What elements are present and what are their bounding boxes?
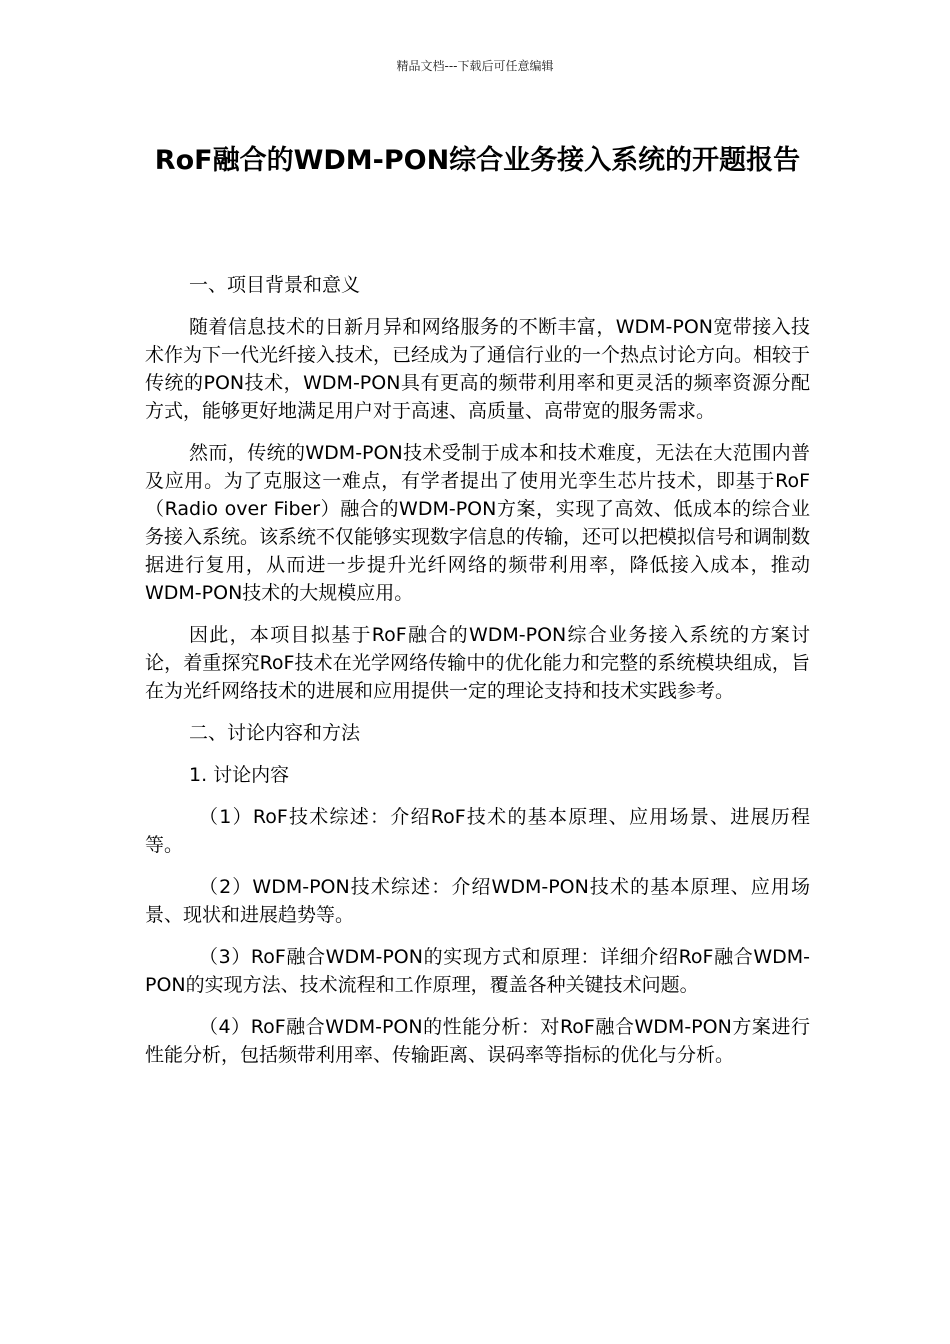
section-1-heading: 一、项目背景和意义	[189, 274, 361, 296]
content-item-4: （4）RoF融合WDM-PON的性能分析：对RoF融合WDM-PON方案进行性能分析，包括频带利用率、传输距离、误码率等指标的优化与分析。	[145, 1016, 810, 1066]
section-2-heading: 二、讨论内容和方法	[189, 722, 361, 744]
background-paragraph-3: 因此，本项目拟基于RoF融合的WDM-PON综合业务接入系统的方案讨论，着重探究RoF技术在光学网络传输中的优化能力和完整的系统模块组成，旨在为光纤网络技术的进展和应用提供一定的理论支持和技术实践参考。	[145, 624, 810, 702]
content-item-2: （2）WDM-PON技术综述：介绍WDM-PON技术的基本原理、应用场景、现状和进展趋势等。	[145, 876, 810, 926]
background-paragraph-1: 随着信息技术的日新月异和网络服务的不断丰富，WDM-PON宽带接入技术作为下一代光纤接入技术，已经成为了通信行业的一个热点讨论方向。相较于传统的PON技术，WDM-PON具有更高的频带利用率和更灵活的频率资源分配方式，能够更好地满足用户对于高速、高质量、高带宽的服务需求。	[145, 316, 811, 422]
page-header-note: 精品文档---下载后可任意编辑	[396, 59, 554, 73]
content-item-1: （1）RoF技术综述：介绍RoF技术的基本原理、应用场景、进展历程等。	[145, 806, 810, 856]
document-body	[145, 271, 810, 1083]
document-title: RoF融合的WDM-PON综合业务接入系统的开题报告	[154, 145, 801, 176]
content-item-3: （3）RoF融合WDM-PON的实现方式和原理：详细介绍RoF融合WDM-PON的实现方法、技术流程和工作原理，覆盖各种关键技术问题。	[145, 946, 810, 996]
background-paragraph-2: 然而，传统的WDM-PON技术受制于成本和技术难度，无法在大范围内普及应用。为了克服这一难点，有学者提出了使用光孪生芯片技术，即基于RoF（Radio over Fiber）融合的WDM-PON方案，实现了高效、低成本的综合业务接入系统。该系统不仅能够实现数字信息的传输，还可以把模拟信号和调制数据进行复用，从而进一步提升光纤网络的频带利用率，降低接入成本，推动WDM-PON技术的大规模应用。	[145, 442, 811, 604]
subsection-1-heading: 1. 讨论内容	[189, 764, 290, 786]
